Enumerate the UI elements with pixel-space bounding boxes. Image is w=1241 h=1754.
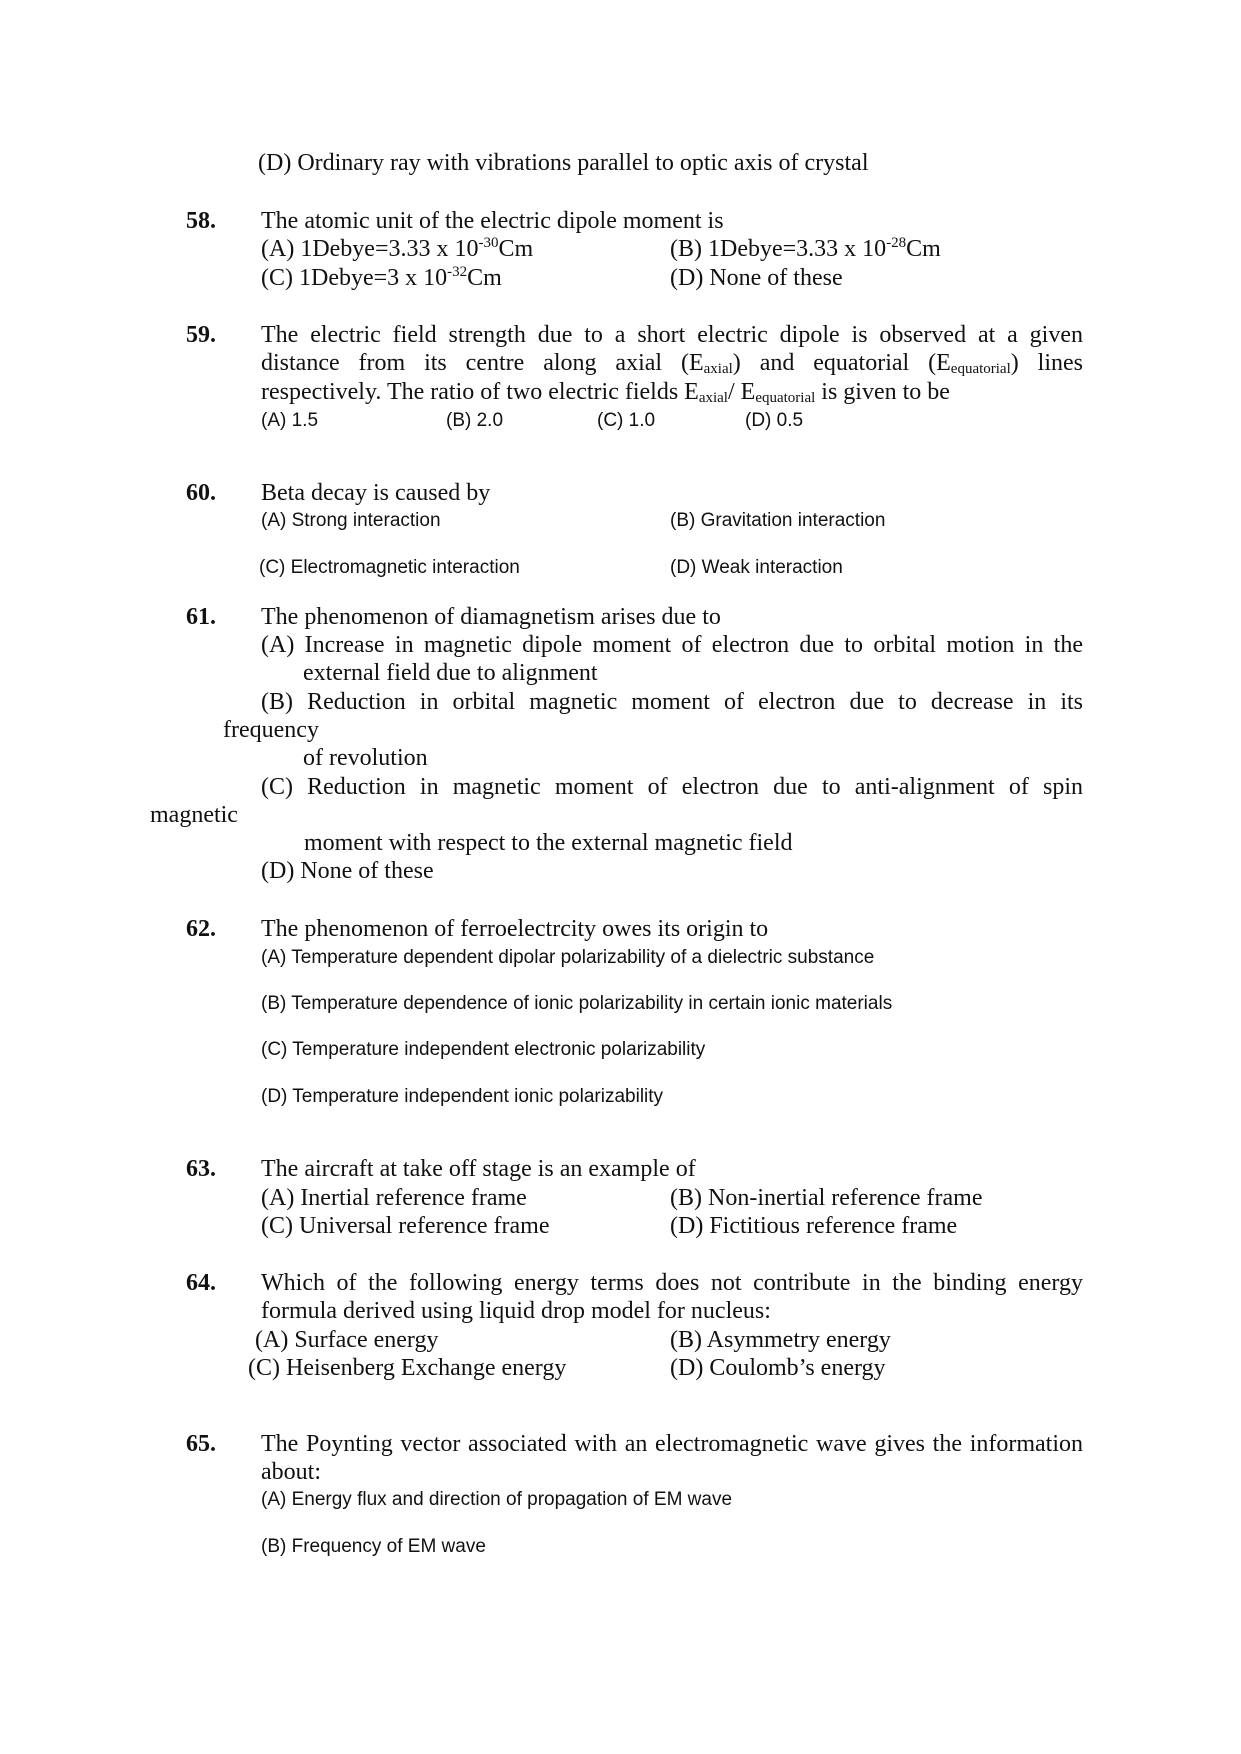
q58-option-a bbox=[261, 237, 533, 261]
q60-option-d: (D) Weak interaction bbox=[670, 557, 843, 578]
q61-option-c-line-2: magnetic bbox=[150, 802, 238, 828]
q64-line-1: Which of the following energy terms does not contribute in the binding energy bbox=[261, 1270, 1083, 1296]
q61-option-b-line-2: frequency bbox=[223, 717, 319, 743]
q58-c-exponent: -32 bbox=[447, 264, 468, 280]
q60-number: 60. bbox=[186, 480, 216, 506]
q58-b-unit: Cm bbox=[906, 236, 941, 262]
q59-option-c: (C) 1.0 bbox=[597, 410, 656, 431]
q62-option-c: (C) Temperature independent electronic polarizability bbox=[261, 1039, 706, 1060]
q61-option-a-line-2: external field due to alignment bbox=[303, 660, 598, 686]
q58-c-base: (C) 1Debye=3 x 10 bbox=[261, 265, 448, 291]
q58-b-base: (B) 1Debye=3.33 x 10 bbox=[670, 236, 887, 262]
q58-b-exponent: -28 bbox=[886, 235, 907, 251]
q57-option-d: (D) Ordinary ray with vibrations parallel to optic axis of crystal bbox=[258, 150, 869, 176]
q58-a-exponent: -30 bbox=[478, 235, 499, 251]
q58-c-unit: Cm bbox=[467, 265, 502, 291]
q59-l3-sub-equatorial: equatorial bbox=[755, 390, 816, 406]
q61-option-b-line-1: (B) Reduction in orbital magnetic moment of electron due to decrease in its bbox=[261, 689, 1083, 715]
q59-line-2 bbox=[261, 351, 1083, 375]
q59-number: 59. bbox=[186, 322, 216, 348]
q59-option-a: (A) 1.5 bbox=[261, 410, 319, 431]
q60-option-a: (A) Strong interaction bbox=[261, 510, 441, 531]
q65-line-2: about: bbox=[261, 1459, 321, 1485]
q63-text: The aircraft at take off stage is an example of bbox=[261, 1156, 696, 1182]
q58-a-unit: Cm bbox=[498, 236, 534, 262]
q64-option-b: (B) Asymmetry energy bbox=[670, 1327, 891, 1353]
q60-option-b: (B) Gravitation interaction bbox=[670, 510, 886, 531]
q61-text: The phenomenon of diamagnetism arises due to bbox=[261, 604, 721, 630]
q58-text: The atomic unit of the electric dipole moment is bbox=[261, 208, 724, 234]
q65-number: 65. bbox=[186, 1431, 216, 1457]
q64-number: 64. bbox=[186, 1270, 216, 1296]
q64-option-d: (D) Coulomb’s energy bbox=[670, 1355, 886, 1381]
q58-option-d: (D) None of these bbox=[670, 265, 843, 291]
q62-option-d: (D) Temperature independent ionic polarizability bbox=[261, 1086, 664, 1107]
q58-a-base: (A) 1Debye=3.33 x 10 bbox=[261, 236, 479, 262]
q58-number: 58. bbox=[186, 208, 216, 234]
q61-option-c-line-3: moment with respect to the external magnetic field bbox=[304, 830, 793, 856]
q58-option-b bbox=[670, 237, 941, 261]
q59-l3-sub-axial: axial bbox=[698, 390, 728, 406]
q63-option-b: (B) Non-inertial reference frame bbox=[670, 1185, 983, 1211]
q62-text: The phenomenon of ferroelectrcity owes its origin to bbox=[261, 916, 769, 942]
q65-option-a: (A) Energy flux and direction of propagation of EM wave bbox=[261, 1489, 733, 1510]
q61-number: 61. bbox=[186, 604, 216, 630]
q59-l2-sub-axial: axial bbox=[703, 361, 733, 377]
q59-line-1: The electric field strength due to a short electric dipole is observed at a given bbox=[261, 322, 1083, 348]
q59-l2-part-a: distance from its centre along axial (E bbox=[261, 350, 704, 376]
q63-option-a: (A) Inertial reference frame bbox=[261, 1185, 527, 1211]
q61-option-b-line-3: of revolution bbox=[303, 745, 428, 771]
q63-number: 63. bbox=[186, 1156, 216, 1182]
q58-option-c bbox=[261, 266, 502, 290]
q63-option-c: (C) Universal reference frame bbox=[261, 1213, 550, 1239]
q62-number: 62. bbox=[186, 916, 216, 942]
q60-text: Beta decay is caused by bbox=[261, 480, 491, 506]
q59-l3-part-c: is given to be bbox=[815, 379, 950, 405]
q59-option-d: (D) 0.5 bbox=[745, 410, 804, 431]
q59-l3-part-b: / E bbox=[727, 379, 756, 405]
q65-option-b: (B) Frequency of EM wave bbox=[261, 1536, 486, 1557]
q59-line-3 bbox=[261, 380, 950, 404]
q59-l3-part-a: respectively. The ratio of two electric fields E bbox=[261, 379, 699, 405]
q64-option-c: (C) Heisenberg Exchange energy bbox=[248, 1355, 567, 1381]
q62-option-a: (A) Temperature dependent dipolar polarizability of a dielectric substance bbox=[261, 947, 875, 968]
q61-option-c-line-1: (C) Reduction in magnetic moment of electron due to anti-alignment of spin bbox=[261, 774, 1083, 800]
q60-option-c: (C) Electromagnetic interaction bbox=[259, 557, 520, 578]
q59-l2-part-c: ) lines bbox=[1010, 350, 1083, 376]
q62-option-b: (B) Temperature dependence of ionic polarizability in certain ionic materials bbox=[261, 993, 893, 1014]
q64-line-2: formula derived using liquid drop model for nucleus: bbox=[261, 1298, 771, 1324]
q64-option-a: (A) Surface energy bbox=[255, 1327, 439, 1353]
q61-option-a-line-1: (A) Increase in magnetic dipole moment of electron due to orbital motion in the bbox=[261, 632, 1083, 658]
q59-l2-sub-equatorial: equatorial bbox=[950, 361, 1011, 377]
q59-option-b: (B) 2.0 bbox=[446, 410, 504, 431]
q65-line-1: The Poynting vector associated with an electromagnetic wave gives the information bbox=[261, 1431, 1083, 1457]
q63-option-d: (D) Fictitious reference frame bbox=[670, 1213, 958, 1239]
q59-l2-part-b: ) and equatorial (E bbox=[732, 350, 951, 376]
q61-option-d: (D) None of these bbox=[261, 858, 434, 884]
